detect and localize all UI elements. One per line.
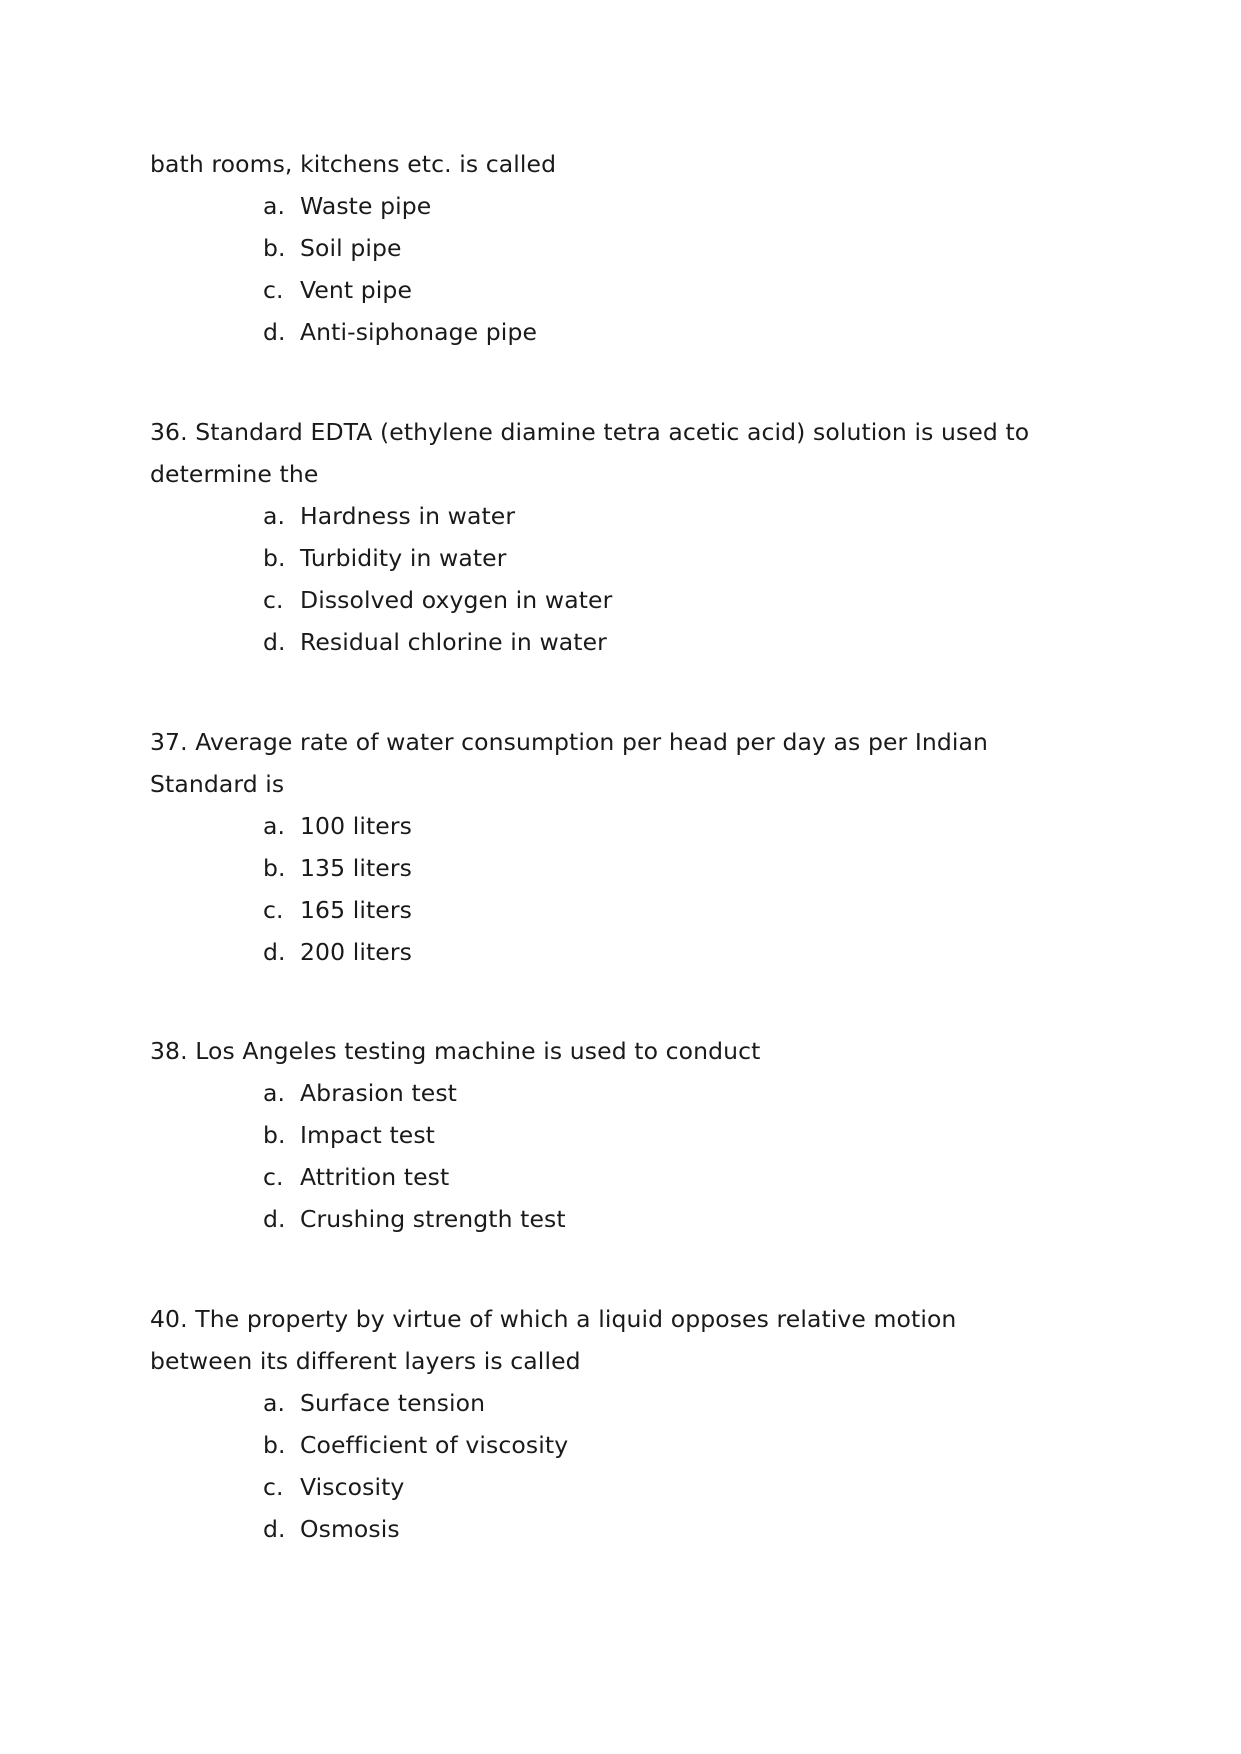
option-a [150,185,1070,227]
option-text: Osmosis [300,1515,400,1543]
option-text: Crushing strength test [300,1205,566,1233]
option-text: Residual chlorine in water [300,628,607,656]
option-letter: a. [263,812,286,840]
option-text: Impact test [300,1121,435,1149]
option-letter: a. [263,192,286,220]
option-text: Dissolved oxygen in water [300,586,613,614]
option-letter: b. [263,234,286,262]
option-letter: a. [263,1389,286,1417]
option-text: 135 liters [300,854,412,882]
option-letter: c. [263,1163,284,1191]
option-letter: b. [263,1431,286,1459]
option-c [150,1156,1070,1198]
option-text: Attrition test [300,1163,450,1191]
option-c [150,269,1070,311]
option-c [150,889,1070,931]
option-letter: d. [263,318,286,346]
option-letter: c. [263,1473,284,1501]
option-letter: a. [263,502,286,530]
option-d [150,1508,1070,1550]
question-text-line: 40. The property by virtue of which a liquid opposes relative motion [150,1305,957,1333]
question-block-36 [150,411,1070,663]
option-letter: c. [263,276,284,304]
option-text: Soil pipe [300,234,402,262]
option-b [150,1424,1070,1466]
option-a [150,805,1070,847]
option-text: Waste pipe [300,192,432,220]
question-text-line: bath rooms, kitchens etc. is called [150,150,557,178]
option-c [150,1466,1070,1508]
options-list [150,495,1070,663]
options-list [150,185,1070,353]
option-c [150,579,1070,621]
option-text: Surface tension [300,1389,486,1417]
option-letter: d. [263,1515,286,1543]
option-a [150,495,1070,537]
option-text: Turbidity in water [300,544,507,572]
option-letter: c. [263,896,284,924]
option-text: Vent pipe [300,276,413,304]
option-text: 100 liters [300,812,412,840]
option-letter: d. [263,628,286,656]
option-b [150,1114,1070,1156]
options-list [150,1072,1070,1240]
option-d [150,931,1070,973]
option-text: Hardness in water [300,502,516,530]
option-b [150,847,1070,889]
option-letter: b. [263,854,286,882]
option-letter: d. [263,1205,286,1233]
question-text-line: determine the [150,460,319,488]
option-d [150,621,1070,663]
option-text: Viscosity [300,1473,405,1501]
question-text-line: 37. Average rate of water consumption per head per day as per Indian [150,728,989,756]
option-a [150,1072,1070,1114]
option-b [150,227,1070,269]
question-text-line: between its different layers is called [150,1347,581,1375]
option-letter: d. [263,938,286,966]
option-letter: b. [263,544,286,572]
option-letter: b. [263,1121,286,1149]
question-block-35 [150,143,1070,353]
option-d [150,1198,1070,1240]
option-a [150,1382,1070,1424]
question-block-37 [150,721,1070,973]
question-text-line: 36. Standard EDTA (ethylene diamine tetra acetic acid) solution is used to [150,418,1030,446]
option-d [150,311,1070,353]
option-letter: a. [263,1079,286,1107]
question-text-line: 38. Los Angeles testing machine is used to conduct [150,1037,761,1065]
option-text: Anti-siphonage pipe [300,318,538,346]
question-block-40 [150,1298,1070,1550]
question-block-38 [150,1030,1070,1240]
option-text: 165 liters [300,896,412,924]
option-text: Coefficient of viscosity [300,1431,569,1459]
option-text: 200 liters [300,938,412,966]
option-letter: c. [263,586,284,614]
option-text: Abrasion test [300,1079,457,1107]
option-b [150,537,1070,579]
question-text-line: Standard is [150,770,285,798]
options-list [150,805,1070,973]
options-list [150,1382,1070,1550]
